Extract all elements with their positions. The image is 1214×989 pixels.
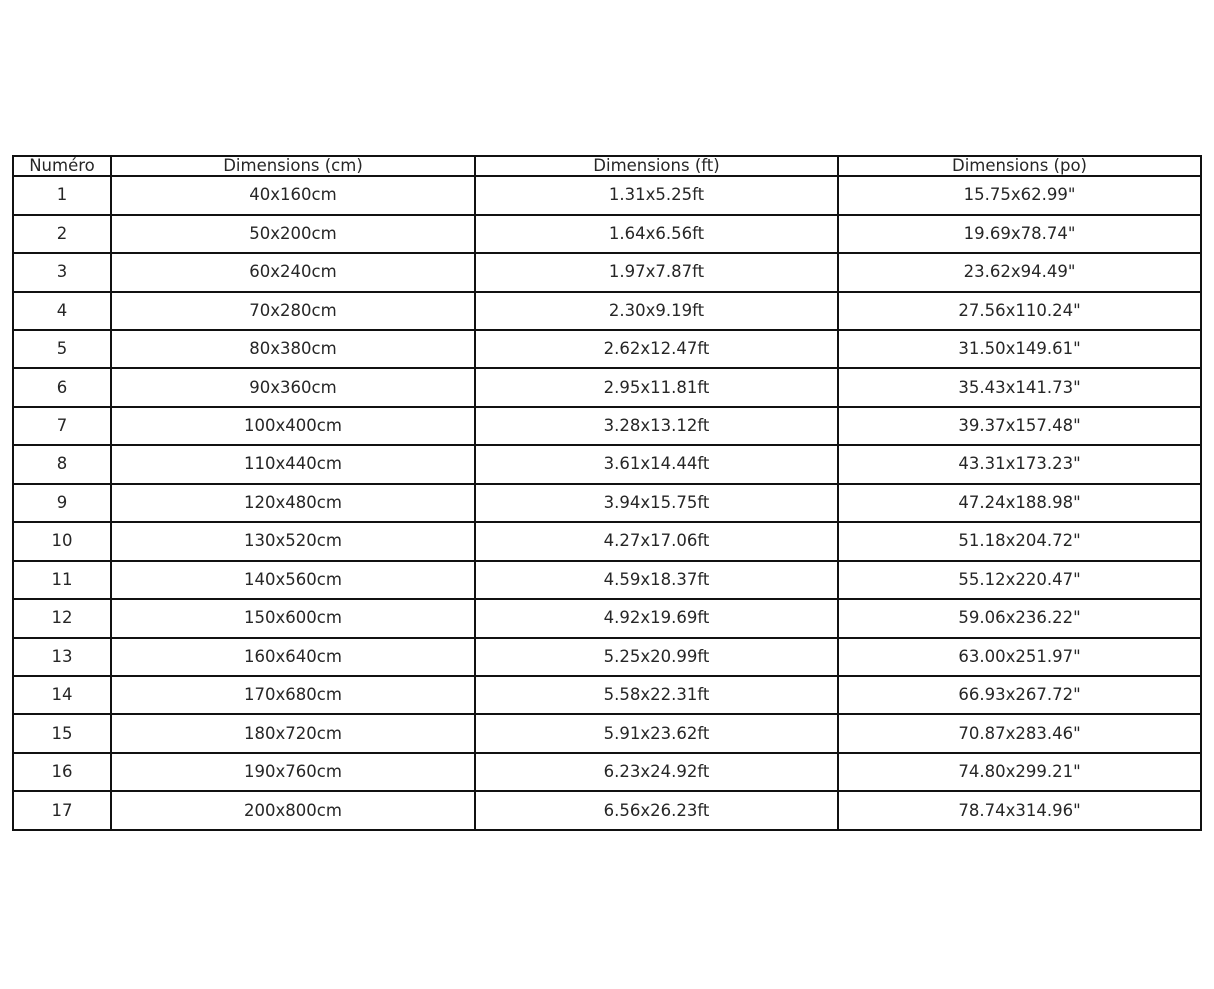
dimensions-ft-cell: 5.58x22.31ft: [475, 676, 838, 714]
dimensions-ft-cell: 2.30x9.19ft: [475, 292, 838, 330]
table-row: [13, 561, 1201, 599]
row-number-cell: 8: [13, 445, 111, 483]
row-number-cell: 6: [13, 368, 111, 406]
table-row: [13, 484, 1201, 522]
table-row: [13, 676, 1201, 714]
table-row: [13, 176, 1201, 214]
table-row: [13, 753, 1201, 791]
dimensions-po-cell: 15.75x62.99": [838, 176, 1201, 214]
table-row: [13, 638, 1201, 676]
dimensions-cm-cell: 150x600cm: [111, 599, 475, 637]
table-row: [13, 330, 1201, 368]
dimensions-ft-cell: 3.28x13.12ft: [475, 407, 838, 445]
dimensions-po-cell: 78.74x314.96": [838, 791, 1201, 830]
table-row: [13, 445, 1201, 483]
row-number-cell: 11: [13, 561, 111, 599]
row-number-cell: 1: [13, 176, 111, 214]
dimensions-po-cell: 23.62x94.49": [838, 253, 1201, 291]
dimensions-cm-cell: 190x760cm: [111, 753, 475, 791]
dimensions-cm-cell: 200x800cm: [111, 791, 475, 830]
row-number-cell: 16: [13, 753, 111, 791]
dimensions-cm-cell: 90x360cm: [111, 368, 475, 406]
dimensions-cm-cell: 80x380cm: [111, 330, 475, 368]
dimensions-po-cell: 55.12x220.47": [838, 561, 1201, 599]
table-row: [13, 407, 1201, 445]
dimensions-cm-cell: 70x280cm: [111, 292, 475, 330]
dimensions-cm-cell: 130x520cm: [111, 522, 475, 560]
dimensions-ft-cell: 3.94x15.75ft: [475, 484, 838, 522]
dimensions-po-cell: 27.56x110.24": [838, 292, 1201, 330]
row-number-cell: 15: [13, 714, 111, 752]
dimensions-po-cell: 63.00x251.97": [838, 638, 1201, 676]
dimensions-po-cell: 74.80x299.21": [838, 753, 1201, 791]
row-number-cell: 3: [13, 253, 111, 291]
dimensions-ft-cell: 6.56x26.23ft: [475, 791, 838, 830]
dimensions-po-cell: 31.50x149.61": [838, 330, 1201, 368]
dimensions-po-cell: 51.18x204.72": [838, 522, 1201, 560]
table-row: [13, 714, 1201, 752]
dimensions-ft-cell: 1.97x7.87ft: [475, 253, 838, 291]
row-number-cell: 12: [13, 599, 111, 637]
row-number-cell: 17: [13, 791, 111, 830]
column-header-dimensions-po: Dimensions (po): [838, 156, 1201, 176]
row-number-cell: 10: [13, 522, 111, 560]
dimensions-ft-cell: 1.31x5.25ft: [475, 176, 838, 214]
row-number-cell: 14: [13, 676, 111, 714]
row-number-cell: 13: [13, 638, 111, 676]
column-header-dimensions-ft: Dimensions (ft): [475, 156, 838, 176]
dimensions-ft-cell: 4.92x19.69ft: [475, 599, 838, 637]
header-row: [13, 156, 1201, 176]
table-row: [13, 368, 1201, 406]
dimensions-conversion-table: [12, 155, 1202, 831]
table-row: [13, 522, 1201, 560]
dimensions-ft-cell: 4.27x17.06ft: [475, 522, 838, 560]
dimensions-cm-cell: 120x480cm: [111, 484, 475, 522]
dimensions-cm-cell: 140x560cm: [111, 561, 475, 599]
row-number-cell: 9: [13, 484, 111, 522]
dimensions-cm-cell: 110x440cm: [111, 445, 475, 483]
dimensions-cm-cell: 180x720cm: [111, 714, 475, 752]
dimensions-ft-cell: 2.95x11.81ft: [475, 368, 838, 406]
dimensions-po-cell: 70.87x283.46": [838, 714, 1201, 752]
column-header-numero: Numéro: [13, 156, 111, 176]
dimensions-cm-cell: 170x680cm: [111, 676, 475, 714]
dimensions-po-cell: 43.31x173.23": [838, 445, 1201, 483]
dimensions-ft-cell: 4.59x18.37ft: [475, 561, 838, 599]
dimensions-po-cell: 19.69x78.74": [838, 215, 1201, 253]
row-number-cell: 4: [13, 292, 111, 330]
dimensions-cm-cell: 50x200cm: [111, 215, 475, 253]
dimensions-po-cell: 47.24x188.98": [838, 484, 1201, 522]
dimensions-po-cell: 66.93x267.72": [838, 676, 1201, 714]
dimensions-ft-cell: 2.62x12.47ft: [475, 330, 838, 368]
dimensions-ft-cell: 3.61x14.44ft: [475, 445, 838, 483]
table-row: [13, 791, 1201, 830]
row-number-cell: 7: [13, 407, 111, 445]
column-header-dimensions-cm: Dimensions (cm): [111, 156, 475, 176]
row-number-cell: 5: [13, 330, 111, 368]
dimensions-cm-cell: 160x640cm: [111, 638, 475, 676]
dimensions-ft-cell: 5.91x23.62ft: [475, 714, 838, 752]
dimensions-cm-cell: 100x400cm: [111, 407, 475, 445]
table-body: [13, 176, 1201, 830]
dimensions-ft-cell: 5.25x20.99ft: [475, 638, 838, 676]
dimensions-ft-cell: 1.64x6.56ft: [475, 215, 838, 253]
dimensions-cm-cell: 40x160cm: [111, 176, 475, 214]
table-row: [13, 599, 1201, 637]
dimensions-po-cell: 39.37x157.48": [838, 407, 1201, 445]
dimensions-po-cell: 59.06x236.22": [838, 599, 1201, 637]
table-row: [13, 253, 1201, 291]
table-row: [13, 215, 1201, 253]
table-row: [13, 292, 1201, 330]
dimensions-ft-cell: 6.23x24.92ft: [475, 753, 838, 791]
row-number-cell: 2: [13, 215, 111, 253]
dimensions-cm-cell: 60x240cm: [111, 253, 475, 291]
dimensions-po-cell: 35.43x141.73": [838, 368, 1201, 406]
